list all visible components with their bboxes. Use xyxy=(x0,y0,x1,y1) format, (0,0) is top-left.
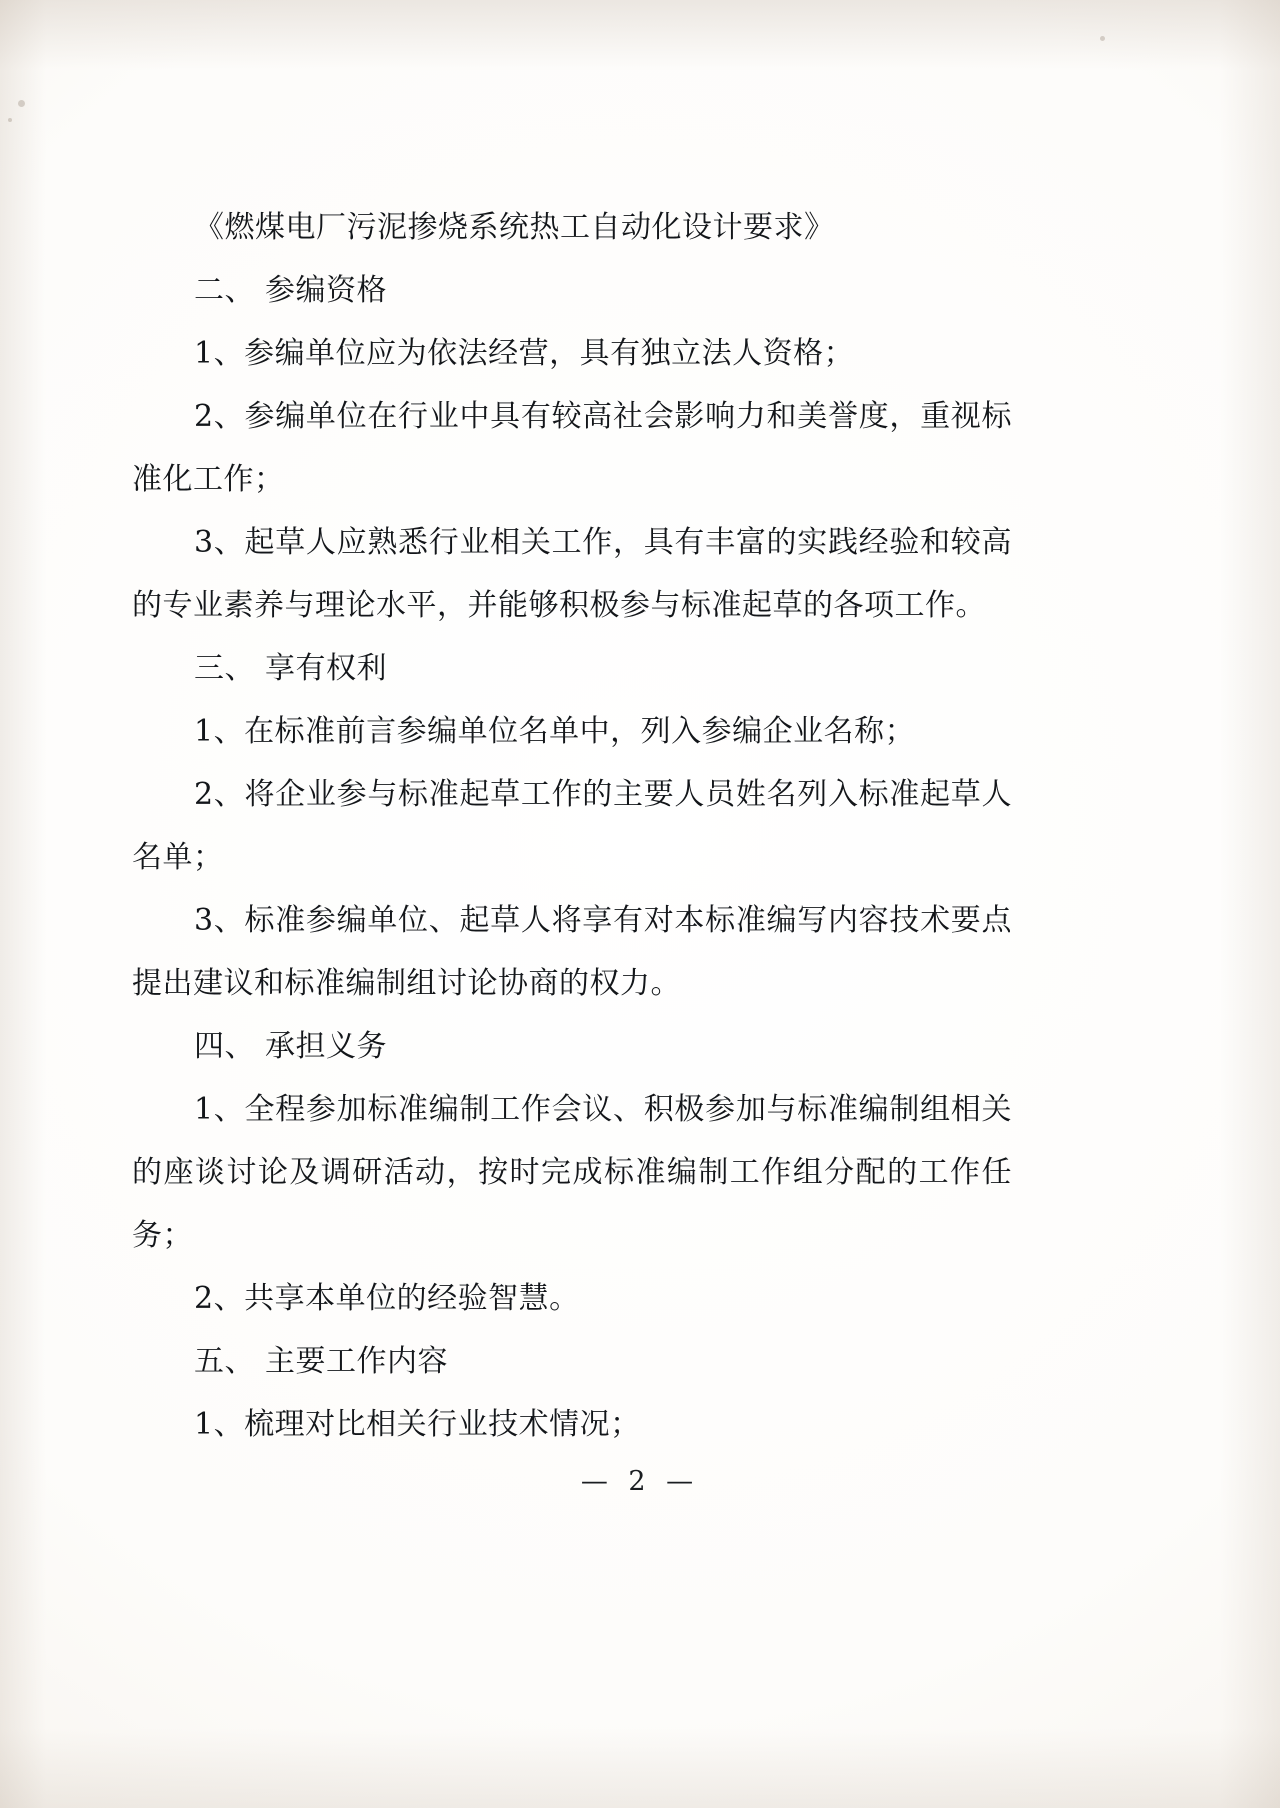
section-heading-5: 五、 主要工作内容 xyxy=(194,1344,449,1379)
paragraph-4-1: 1、全程参加标准编制工作会议、积极参加与标准编制组相关的座谈讨论及调研活动，按时完成标准编制工作组分配的工作任务； xyxy=(132,1092,1012,1253)
scan-edge-top xyxy=(0,0,1280,70)
paragraph-3-1: 1、在标准前言参编单位名单中，列入参编企业名称； xyxy=(194,714,916,749)
document-body xyxy=(132,196,1012,1456)
paragraph-2-3: 3、起草人应熟悉行业相关工作，具有丰富的实践经验和较高的专业素养与理论水平，并能够积极参与标准起草的各项工作。 xyxy=(132,525,1012,623)
paragraph-3-3: 3、标准参编单位、起草人将享有对本标准编写内容技术要点提出建议和标准编制组讨论协商的权力。 xyxy=(132,903,1012,1001)
paragraph-5-1: 1、梳理对比相关行业技术情况； xyxy=(194,1407,641,1442)
paragraph-4-2: 2、共享本单位的经验智慧。 xyxy=(194,1281,580,1316)
scan-speck xyxy=(18,100,25,107)
paragraph-3-2: 2、将企业参与标准起草工作的主要人员姓名列入标准起草人名单； xyxy=(132,777,1012,875)
section-heading-2: 二、 参编资格 xyxy=(194,273,388,308)
standard-title: 《燃煤电厂污泥掺烧系统热工自动化设计要求》 xyxy=(194,210,835,245)
page-number: — 2 — xyxy=(580,1466,700,1497)
section-heading-4: 四、 承担义务 xyxy=(194,1029,388,1064)
scan-speck xyxy=(8,118,12,122)
paragraph-2-1: 1、参编单位应为依法经营，具有独立法人资格； xyxy=(194,336,855,371)
scan-edge-left xyxy=(0,0,46,1808)
section-heading-3: 三、 享有权利 xyxy=(194,651,388,686)
scan-edge-right xyxy=(1220,0,1280,1808)
paragraph-2-2: 2、参编单位在行业中具有较高社会影响力和美誉度，重视标准化工作； xyxy=(132,399,1012,497)
scan-speck xyxy=(1100,36,1105,41)
scan-edge-bottom xyxy=(0,1728,1280,1808)
